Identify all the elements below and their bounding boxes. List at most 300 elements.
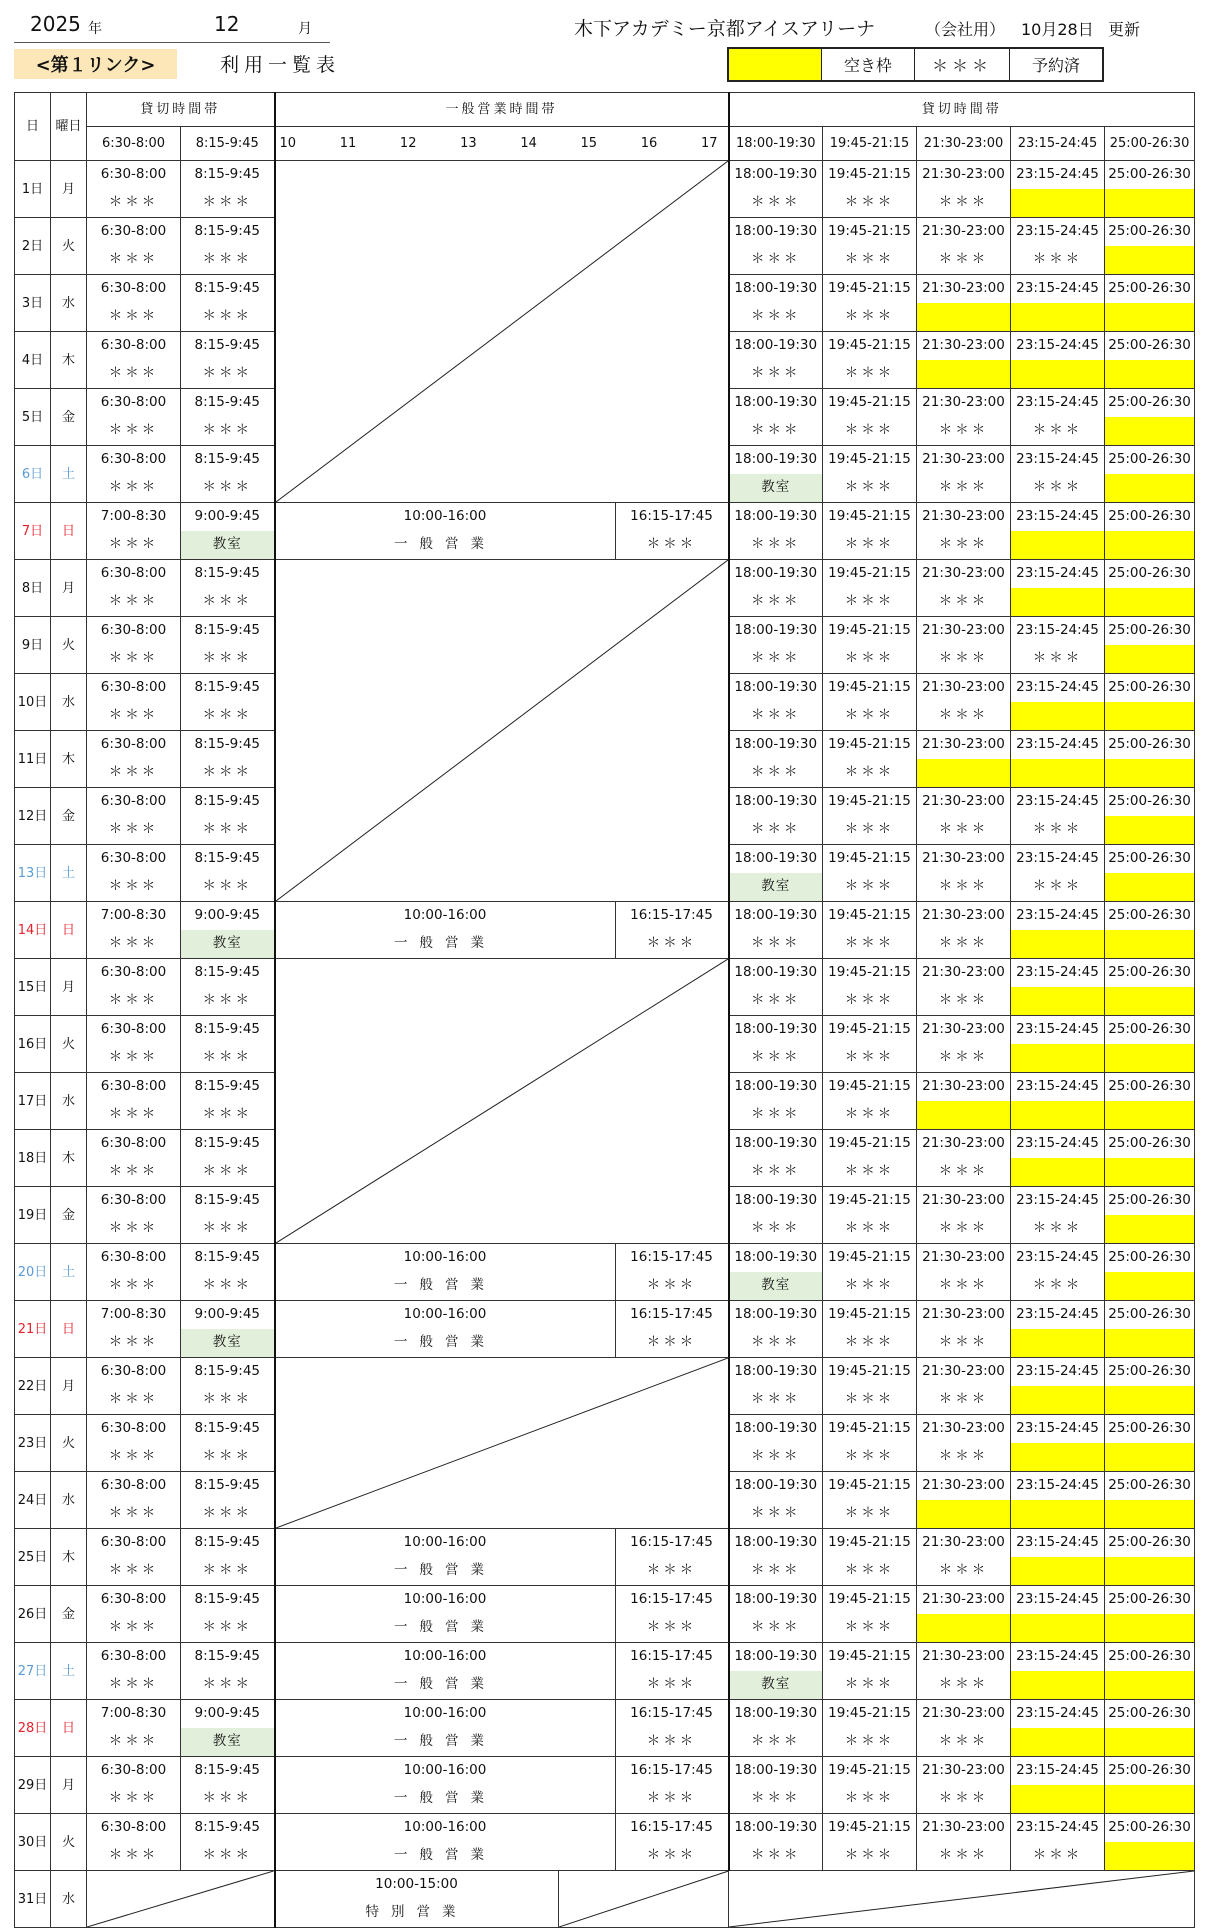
- slot-time: 23:15-24:45: [1016, 1648, 1099, 1665]
- slot-time: 25:00-26:30: [1108, 1306, 1191, 1323]
- slot-time: 18:00-19:30: [734, 1306, 818, 1323]
- slot-time: 23:15-24:45: [1016, 1819, 1099, 1836]
- vacant-slot[interactable]: [1105, 1386, 1194, 1414]
- reserved-slot: ＊＊＊: [844, 707, 895, 724]
- evening-slot: [729, 1187, 823, 1244]
- vacant-slot[interactable]: [1105, 531, 1194, 559]
- vacant-slot[interactable]: [917, 759, 1010, 787]
- slot-time: 18:00-19:30: [734, 1135, 818, 1152]
- slot-time: 6:30-8:00: [100, 337, 167, 354]
- legend: [727, 47, 1104, 82]
- reserved-slot: ＊＊＊: [751, 308, 801, 325]
- vacant-slot[interactable]: [1011, 1785, 1104, 1813]
- evening-slot: [917, 389, 1011, 446]
- weekday: 金: [51, 1586, 87, 1643]
- reserved-slot: ＊＊＊: [844, 1277, 895, 1294]
- reserved-slot: ＊＊＊: [844, 1562, 895, 1579]
- hour-tick: 10: [279, 136, 297, 151]
- reserved-slot: ＊＊＊: [751, 650, 801, 667]
- reserved-slot: ＊＊＊: [938, 593, 989, 610]
- slot-time: 25:00-26:30: [1108, 1819, 1191, 1836]
- reserved-slot: ＊＊＊: [844, 1334, 895, 1351]
- reserved-slot: ＊＊＊: [108, 1391, 159, 1408]
- day-number: 28日: [15, 1700, 51, 1757]
- evening-slot: [1011, 959, 1105, 1016]
- vacant-slot[interactable]: [1105, 1329, 1194, 1357]
- vacant-slot[interactable]: [1105, 1614, 1194, 1642]
- slot-time: 18:00-19:30: [734, 907, 818, 924]
- evening-slot: [1011, 1244, 1105, 1301]
- morning-slot: [87, 1700, 181, 1757]
- slot-time: 6:30-8:00: [100, 793, 167, 810]
- slot-time: 25:00-26:30: [1108, 337, 1191, 354]
- reserved-slot: ＊＊＊: [108, 1619, 159, 1636]
- slot-time: 19:45-21:15: [828, 508, 911, 525]
- vacant-slot[interactable]: [1011, 1728, 1104, 1756]
- evening-slot: [729, 788, 823, 845]
- reserved-slot: ＊＊＊: [844, 878, 895, 895]
- evening-slot: [1011, 902, 1105, 959]
- slot-time: 8:15-9:45: [194, 1591, 261, 1608]
- reserved-slot: ＊＊＊: [108, 1163, 159, 1180]
- slot-time: 25:00-26:30: [1108, 451, 1191, 468]
- reserved-slot: ＊＊＊: [1032, 650, 1083, 667]
- vacant-slot[interactable]: [1011, 360, 1104, 388]
- slot-time: 6:30-8:00: [100, 1420, 167, 1437]
- vacant-slot[interactable]: [1011, 1671, 1104, 1699]
- reserved-slot: ＊＊＊: [938, 422, 989, 439]
- slot-time: 7:00-8:30: [100, 1306, 167, 1323]
- legend-vacant: 空き枠: [822, 49, 915, 80]
- slot-time: 23:15-24:45: [1016, 1249, 1099, 1266]
- closed-evening-part: [559, 1871, 729, 1927]
- after-general-time: 16:15-17:45: [630, 1591, 713, 1608]
- slot-time: 23:15-24:45: [1016, 280, 1099, 297]
- vacant-slot[interactable]: [1011, 1101, 1104, 1129]
- slot-time: 23:15-24:45: [1016, 223, 1099, 240]
- vacant-slot[interactable]: [1011, 1500, 1104, 1528]
- reserved-slot: ＊＊＊: [844, 251, 895, 268]
- slot-time: 6:30-8:00: [100, 166, 167, 183]
- evening-slot: [1011, 446, 1105, 503]
- reserved-slot: ＊＊＊: [751, 992, 801, 1009]
- day-number: 19日: [15, 1187, 51, 1244]
- day-number: 23日: [15, 1415, 51, 1472]
- vacant-slot[interactable]: [1105, 189, 1194, 217]
- vacant-slot[interactable]: [1011, 303, 1104, 331]
- vacant-slot[interactable]: [917, 1614, 1010, 1642]
- morning-slot: [87, 1415, 181, 1472]
- reserved-slot: ＊＊＊: [202, 1220, 252, 1237]
- vacant-slot[interactable]: [917, 1500, 1010, 1528]
- evening-slot: [917, 275, 1011, 332]
- evening-slot: [1105, 1016, 1195, 1073]
- classroom-slot: 教室: [730, 1671, 823, 1699]
- evening-slot: [917, 1130, 1011, 1187]
- reserved-slot: ＊＊＊: [938, 1448, 989, 1465]
- slot-time: 25:00-26:30: [1108, 736, 1191, 753]
- vacant-slot[interactable]: [1105, 1728, 1194, 1756]
- evening-slot: [1105, 617, 1195, 674]
- slot-time: 23:15-24:45: [1016, 394, 1099, 411]
- vacant-slot[interactable]: [1105, 360, 1194, 388]
- evening-slot: [1011, 1073, 1105, 1130]
- reserved-slot: ＊＊＊: [844, 1220, 895, 1237]
- vacant-slot[interactable]: [1105, 246, 1194, 274]
- col-general-hours: 一般営業時間帯: [275, 93, 729, 127]
- evening-slot: [917, 1244, 1011, 1301]
- general-time: 10:00-16:00: [403, 1762, 487, 1779]
- slot-time: 23:15-24:45: [1016, 451, 1099, 468]
- general-time: 10:00-16:00: [403, 1534, 487, 1551]
- reserved-slot: ＊＊＊: [751, 1847, 801, 1864]
- slot-time: 8:15-9:45: [194, 280, 261, 297]
- reserved-slot: ＊＊＊: [938, 194, 989, 211]
- reserved-slot: ＊＊＊: [202, 1790, 252, 1807]
- evening-slot: [917, 161, 1011, 218]
- slot-time: 25:00-26:30: [1108, 1021, 1191, 1038]
- reserved-slot: ＊＊＊: [1032, 878, 1083, 895]
- slot-time: 25:00-26:30: [1108, 1591, 1191, 1608]
- vacant-slot[interactable]: [1011, 1614, 1104, 1642]
- evening-slot: [729, 959, 823, 1016]
- reserved-slot: ＊＊＊: [108, 1676, 159, 1693]
- reserved-slot: ＊＊＊: [751, 1619, 801, 1636]
- reserved-slot: ＊＊＊: [1032, 1277, 1083, 1294]
- day-row: [15, 1700, 1195, 1757]
- no-general-session: [275, 1358, 729, 1529]
- evening-slot: [1011, 161, 1105, 218]
- slot-time: 21:30-23:00: [922, 1249, 1005, 1266]
- weekday: 水: [51, 674, 87, 731]
- reserved-slot: ＊＊＊: [202, 308, 252, 325]
- weekday: 月: [51, 560, 87, 617]
- vacant-slot[interactable]: [1105, 303, 1194, 331]
- morning-slot: [87, 1472, 181, 1529]
- reserved-slot: ＊＊＊: [202, 251, 252, 268]
- reserved-slot: ＊＊＊: [751, 1790, 801, 1807]
- vacant-slot[interactable]: [1105, 1500, 1194, 1528]
- vacant-slot[interactable]: [1011, 1443, 1104, 1471]
- general-label: 一般営業: [394, 1277, 497, 1294]
- vacant-slot[interactable]: [1105, 873, 1194, 901]
- general-session: [275, 1586, 729, 1643]
- reserved-slot: ＊＊＊: [751, 593, 801, 610]
- slot-time: 25:00-26:30: [1108, 508, 1191, 525]
- vacant-slot[interactable]: [1105, 759, 1194, 787]
- schedule-table: [14, 92, 1195, 1928]
- evening-slot: [917, 959, 1011, 1016]
- weekday: 日: [51, 503, 87, 560]
- evening-slot: [917, 788, 1011, 845]
- vacant-slot[interactable]: [1105, 1101, 1194, 1129]
- year-unit: 年: [88, 21, 102, 37]
- evening-slot: [823, 617, 917, 674]
- evening-slot: [729, 1814, 823, 1871]
- general-label: 一般営業: [394, 1619, 497, 1636]
- reserved-slot: ＊＊＊: [202, 422, 252, 439]
- reserved-slot: ＊＊＊: [844, 935, 895, 952]
- day-number: 18日: [15, 1130, 51, 1187]
- evening-slot: [1105, 1529, 1195, 1586]
- reserved-slot: ＊＊＊: [938, 1391, 989, 1408]
- morning-slot: [87, 503, 181, 560]
- reserved-slot: ＊＊＊: [108, 992, 159, 1009]
- morning-slot: [87, 788, 181, 845]
- day-number: 31日: [15, 1871, 51, 1928]
- evening-slot: [1105, 1643, 1195, 1700]
- day-number: 20日: [15, 1244, 51, 1301]
- vacant-slot[interactable]: [1105, 1443, 1194, 1471]
- slot-time: 25:00-26:30: [1108, 907, 1191, 924]
- vacant-slot[interactable]: [1105, 1557, 1194, 1585]
- day-row: [15, 503, 1195, 560]
- reserved-slot: ＊＊＊: [844, 1391, 895, 1408]
- vacant-slot[interactable]: [1011, 1329, 1104, 1357]
- general-time: 10:00-16:00: [403, 907, 487, 924]
- reserved-slot: ＊＊＊: [646, 1334, 697, 1351]
- reserved-slot: ＊＊＊: [844, 1505, 895, 1522]
- vacant-slot[interactable]: [1105, 588, 1194, 616]
- reserved-slot: ＊＊＊: [844, 650, 895, 667]
- reserved-slot: ＊＊＊: [938, 1277, 989, 1294]
- slot-time: 21:30-23:00: [922, 1534, 1005, 1551]
- reserved-slot: ＊＊＊: [108, 1049, 159, 1066]
- vacant-slot[interactable]: [1105, 1785, 1194, 1813]
- slot-time: 8:15-9:45: [194, 736, 261, 753]
- slot-time: 23:15-24:45: [1016, 565, 1099, 582]
- general-label: 一般営業: [394, 1847, 497, 1864]
- slot-time: 25:00-26:30: [1108, 166, 1191, 183]
- vacant-slot[interactable]: [1011, 1386, 1104, 1414]
- evening-slot: [823, 1244, 917, 1301]
- slot-time: 6:30-8:00: [100, 1591, 167, 1608]
- reserved-slot: ＊＊＊: [202, 821, 252, 838]
- weekday: 金: [51, 788, 87, 845]
- morning-slot: [87, 332, 181, 389]
- evening-slot: [1011, 218, 1105, 275]
- vacant-slot[interactable]: [1105, 417, 1194, 445]
- evening-slot: [917, 1187, 1011, 1244]
- reserved-slot: ＊＊＊: [938, 650, 989, 667]
- slot-time: 21:30-23:00: [922, 907, 1005, 924]
- closed-evening: [729, 1871, 1195, 1928]
- slot-time: 19:45-21:15: [828, 679, 911, 696]
- evening-slot: [917, 218, 1011, 275]
- slot-time: 25:00-26:30: [1108, 1648, 1191, 1665]
- vacant-slot[interactable]: [1011, 189, 1104, 217]
- weekday: 土: [51, 446, 87, 503]
- slot-time: 6:30-8:00: [100, 622, 167, 639]
- slot-time: 19:45-21:15: [828, 1249, 911, 1266]
- vacant-slot[interactable]: [1105, 702, 1194, 730]
- morning-slot: [181, 1073, 275, 1130]
- vacant-slot[interactable]: [1105, 474, 1194, 502]
- vacant-slot[interactable]: [917, 1101, 1010, 1129]
- slot-time: 18:00-19:30: [734, 964, 818, 981]
- slot-time: 21:30-23:00: [922, 1819, 1005, 1836]
- slot-time: 18:00-19:30: [734, 1363, 818, 1380]
- vacant-slot[interactable]: [1105, 1842, 1194, 1870]
- evening-slot: [823, 1529, 917, 1586]
- slot-time: 21:30-23:00: [922, 1078, 1005, 1095]
- weekday: 土: [51, 845, 87, 902]
- after-general-time: 16:15-17:45: [630, 1249, 713, 1266]
- reserved-slot: ＊＊＊: [1032, 1220, 1083, 1237]
- slot-time: 8:15-9:45: [194, 1363, 261, 1380]
- reserved-slot: ＊＊＊: [751, 536, 801, 553]
- evening-slot: [823, 1586, 917, 1643]
- evening-slot: [823, 161, 917, 218]
- morning-slot: [87, 959, 181, 1016]
- reserved-slot: ＊＊＊: [844, 821, 895, 838]
- reserved-slot: ＊＊＊: [844, 1049, 895, 1066]
- evening-slot: [1011, 1586, 1105, 1643]
- reserved-slot: ＊＊＊: [202, 1847, 252, 1864]
- slot-time: 19:45-21:15: [828, 451, 911, 468]
- morning-slot: [181, 1187, 275, 1244]
- day-number: 10日: [15, 674, 51, 731]
- evening-slot: [729, 1301, 823, 1358]
- general-time: 10:00-16:00: [403, 1648, 487, 1665]
- day-number: 14日: [15, 902, 51, 959]
- hour-tick: 13: [460, 136, 477, 151]
- slot-time: 21:30-23:00: [922, 337, 1005, 354]
- evening-slot: [1011, 1472, 1105, 1529]
- reserved-slot: ＊＊＊: [1032, 479, 1083, 496]
- vacant-slot[interactable]: [1105, 1215, 1194, 1243]
- morning-slot: [181, 560, 275, 617]
- vacant-slot[interactable]: [1105, 816, 1194, 844]
- evening-slot: [823, 503, 917, 560]
- vacant-slot[interactable]: [1011, 1557, 1104, 1585]
- vacant-slot[interactable]: [1011, 702, 1104, 730]
- slot-time: 21:30-23:00: [922, 1306, 1005, 1323]
- slot-time: 8:15-9:45: [194, 394, 261, 411]
- day-row: [15, 1814, 1195, 1871]
- slot-time: 23:15-24:45: [1016, 964, 1099, 981]
- vacant-slot[interactable]: [1105, 987, 1194, 1015]
- vacant-slot[interactable]: [1105, 1671, 1194, 1699]
- vacant-slot[interactable]: [1011, 930, 1104, 958]
- vacant-slot[interactable]: [1105, 930, 1194, 958]
- vacant-slot[interactable]: [1105, 1272, 1194, 1300]
- general-session: [275, 1529, 729, 1586]
- slot-time: 19:45-21:15: [828, 223, 911, 240]
- evening-slot-header: 23:15-24:45: [1011, 127, 1105, 161]
- slot-time: 18:00-19:30: [734, 337, 818, 354]
- slot-time: 21:30-23:00: [922, 1363, 1005, 1380]
- morning-slot: [87, 275, 181, 332]
- vacant-slot[interactable]: [1011, 987, 1104, 1015]
- general-session: [275, 1244, 729, 1301]
- day-number: 9日: [15, 617, 51, 674]
- slot-time: 19:45-21:15: [828, 1192, 911, 1209]
- vacant-slot[interactable]: [1011, 588, 1104, 616]
- vacant-slot[interactable]: [1011, 1044, 1104, 1072]
- slot-time: 6:30-8:00: [100, 964, 167, 981]
- evening-slot: [729, 902, 823, 959]
- morning-slot: [181, 788, 275, 845]
- reserved-slot: ＊＊＊: [844, 1448, 895, 1465]
- classroom-slot: 教室: [730, 873, 823, 901]
- slot-time: 21:30-23:00: [922, 679, 1005, 696]
- evening-slot: [917, 617, 1011, 674]
- reserved-slot: ＊＊＊: [844, 764, 895, 781]
- reserved-slot: ＊＊＊: [646, 1790, 697, 1807]
- evening-slot: [1011, 1643, 1105, 1700]
- reserved-slot: ＊＊＊: [646, 1676, 697, 1693]
- vacant-slot[interactable]: [1011, 1158, 1104, 1186]
- day-row: [15, 1244, 1195, 1301]
- reserved-slot: ＊＊＊: [646, 1619, 697, 1636]
- slot-time: 8:15-9:45: [194, 337, 261, 354]
- day-row: [15, 560, 1195, 617]
- evening-slot: [729, 1700, 823, 1757]
- morning-slot: [181, 1358, 275, 1415]
- vacant-slot[interactable]: [917, 360, 1010, 388]
- vacant-slot[interactable]: [1105, 645, 1194, 673]
- special-label: 特別営業: [365, 1904, 468, 1921]
- slot-time: 19:45-21:15: [828, 964, 911, 981]
- evening-slot: [917, 503, 1011, 560]
- slot-time: 6:30-8:00: [100, 1192, 167, 1209]
- slot-time: 18:00-19:30: [734, 1705, 818, 1722]
- col-day: 日: [15, 93, 51, 161]
- slot-time: 19:45-21:15: [828, 280, 911, 297]
- general-time: 10:00-16:00: [403, 1705, 487, 1722]
- evening-slot: [1105, 1586, 1195, 1643]
- vacant-slot[interactable]: [917, 303, 1010, 331]
- slot-time: 19:45-21:15: [828, 907, 911, 924]
- day-number: 7日: [15, 503, 51, 560]
- morning-slot: [87, 1586, 181, 1643]
- slot-time: 8:15-9:45: [194, 166, 261, 183]
- reserved-slot: ＊＊＊: [751, 1733, 801, 1750]
- morning-slot: [181, 959, 275, 1016]
- slot-time: 18:00-19:30: [734, 1477, 818, 1494]
- vacant-slot[interactable]: [1105, 1158, 1194, 1186]
- slot-time: 25:00-26:30: [1108, 850, 1191, 867]
- vacant-slot[interactable]: [1105, 1044, 1194, 1072]
- evening-slot: [917, 332, 1011, 389]
- vacant-slot[interactable]: [1011, 531, 1104, 559]
- reserved-slot: ＊＊＊: [844, 536, 895, 553]
- reserved-slot: ＊＊＊: [202, 479, 252, 496]
- reserved-slot: ＊＊＊: [1032, 422, 1083, 439]
- evening-slot: [1011, 1301, 1105, 1358]
- no-general-session: [275, 560, 729, 902]
- slot-time: 6:30-8:00: [100, 1477, 167, 1494]
- reserved-slot: ＊＊＊: [108, 422, 159, 439]
- day-number: 26日: [15, 1586, 51, 1643]
- general-label: 一般営業: [394, 1562, 497, 1579]
- reserved-slot: ＊＊＊: [202, 992, 252, 1009]
- reserved-slot: ＊＊＊: [108, 308, 159, 325]
- reserved-slot: ＊＊＊: [202, 1619, 252, 1636]
- slot-time: 25:00-26:30: [1108, 793, 1191, 810]
- evening-slot: [917, 1586, 1011, 1643]
- weekday: 木: [51, 731, 87, 788]
- morning-slot: [87, 1130, 181, 1187]
- vacant-slot[interactable]: [1011, 759, 1104, 787]
- closed-morning: [87, 1871, 275, 1928]
- morning-slot: [181, 1016, 275, 1073]
- reserved-slot: ＊＊＊: [938, 935, 989, 952]
- morning-slot: [181, 1700, 275, 1757]
- day-number: 27日: [15, 1643, 51, 1700]
- slot-time: 25:00-26:30: [1108, 1477, 1191, 1494]
